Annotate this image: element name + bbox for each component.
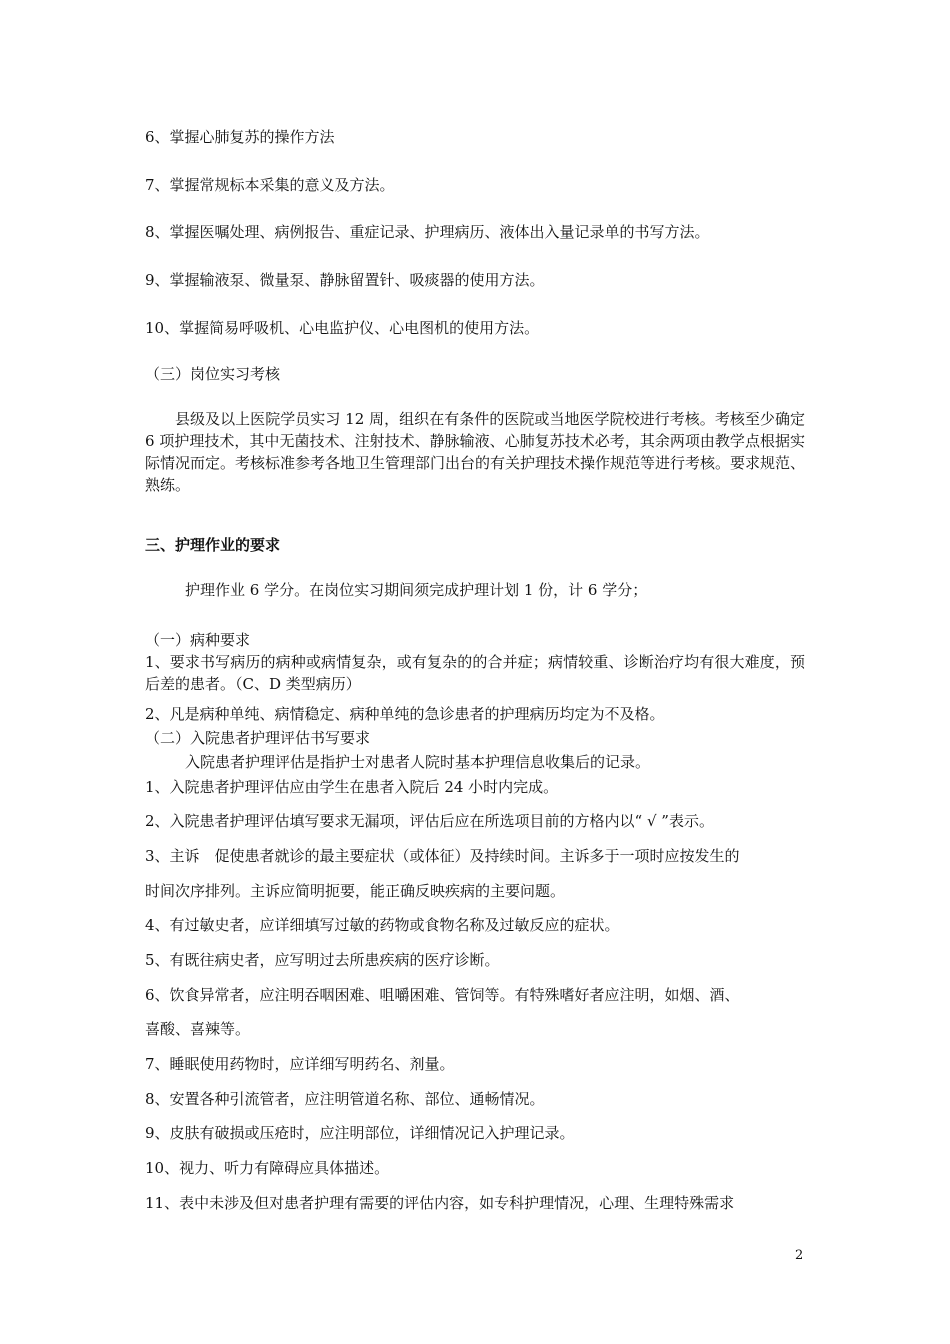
- admission-item-7: 7、睡眠使用药物时，应详细写明药名、剂量。: [145, 1055, 455, 1073]
- skill-item-7: 7、掌握常规标本采集的意义及方法。: [145, 176, 395, 194]
- disease-heading: （一）病种要求: [145, 631, 251, 649]
- admission-intro: 入院患者护理评估是指护士对患者人院时基本护理信息收集后的记录。: [185, 753, 651, 771]
- disease-item-2: 2、凡是病种单纯、病情稳定、病种单纯的急诊患者的护理病历均定为不及格。: [145, 705, 665, 723]
- admission-item-8: 8、安置各种引流管者，应注明管道名称、部位、通畅情况。: [145, 1090, 545, 1108]
- chapter-heading: 三、护理作业的要求: [145, 536, 281, 554]
- admission-item-6-line-1: 6、饮食异常者，应注明吞咽困难、咀嚼困难、管饲等。有特殊嗜好者应注明，如烟、酒、: [145, 986, 740, 1004]
- admission-item-4: 4、有过敏史者，应详细填写过敏的药物或食物名称及过敏反应的症状。: [145, 916, 620, 934]
- disease-item-1: 1、要求书写病历的病种或病情复杂，或有复杂的的合并症；病情较重、诊断治疗均有很大难度，预后差的患者。（C、D 类型病历）: [145, 653, 805, 693]
- admission-item-1: 1、入院患者护理评估应由学生在患者入院后 24 小时内完成。: [145, 778, 559, 796]
- skill-item-8: 8、掌握医嘱处理、病例报告、重症记录、护理病历、液体出入量记录单的书写方法。: [145, 223, 710, 241]
- section-heading-assessment: （三）岗位实习考核: [145, 365, 281, 383]
- assessment-paragraph: 县级及以上医院学员实习 12 周，组织在有条件的医院或当地医学院校进行考核。考核至少确定 6 项护理技术，其中无菌技术、注射技术、静脉输液、心肺复苏技术必考，其余两项由教学点根据实际情况而定。考核标准参考各地卫生管理部门出台的有关护理技术操作规范等进行考核。要求规范、熟练。: [145, 410, 806, 494]
- admission-item-11: 11、表中未涉及但对患者护理有需要的评估内容，如专科护理情况，心理、生理特殊需求: [145, 1194, 735, 1212]
- admission-item-6-line-2: 喜酸、喜辣等。: [145, 1020, 251, 1038]
- skill-item-10: 10、掌握简易呼吸机、心电监护仪、心电图机的使用方法。: [145, 319, 540, 337]
- admission-item-3-line-1: 3、主诉 促使患者就诊的最主要症状（或体征）及持续时间。主诉多于一项时应按发生的: [145, 847, 740, 865]
- admission-item-10: 10、视力、听力有障碍应具体描述。: [145, 1159, 390, 1177]
- skill-item-9: 9、掌握输液泵、微量泵、静脉留置针、吸痰器的使用方法。: [145, 271, 545, 289]
- admission-item-3-line-2: 时间次序排列。主诉应简明扼要，能正确反映疾病的主要问题。: [145, 882, 566, 900]
- credit-line: 护理作业 6 学分。在岗位实习期间须完成护理计划 1 份，计 6 学分；: [185, 581, 648, 599]
- admission-item-2: 2、入院患者护理评估填写要求无漏项，评估后应在所选项目前的方格内以“ √ ”表示。: [145, 812, 714, 830]
- admission-heading: （二）入院患者护理评估书写要求: [145, 729, 371, 747]
- page-number: 2: [795, 1248, 804, 1263]
- admission-item-5: 5、有既往病史者，应写明过去所患疾病的医疗诊断。: [145, 951, 500, 969]
- skill-item-6: 6、掌握心肺复苏的操作方法: [145, 128, 335, 146]
- admission-item-9: 9、皮肤有破损或压疮时，应注明部位，详细情况记入护理记录。: [145, 1124, 575, 1142]
